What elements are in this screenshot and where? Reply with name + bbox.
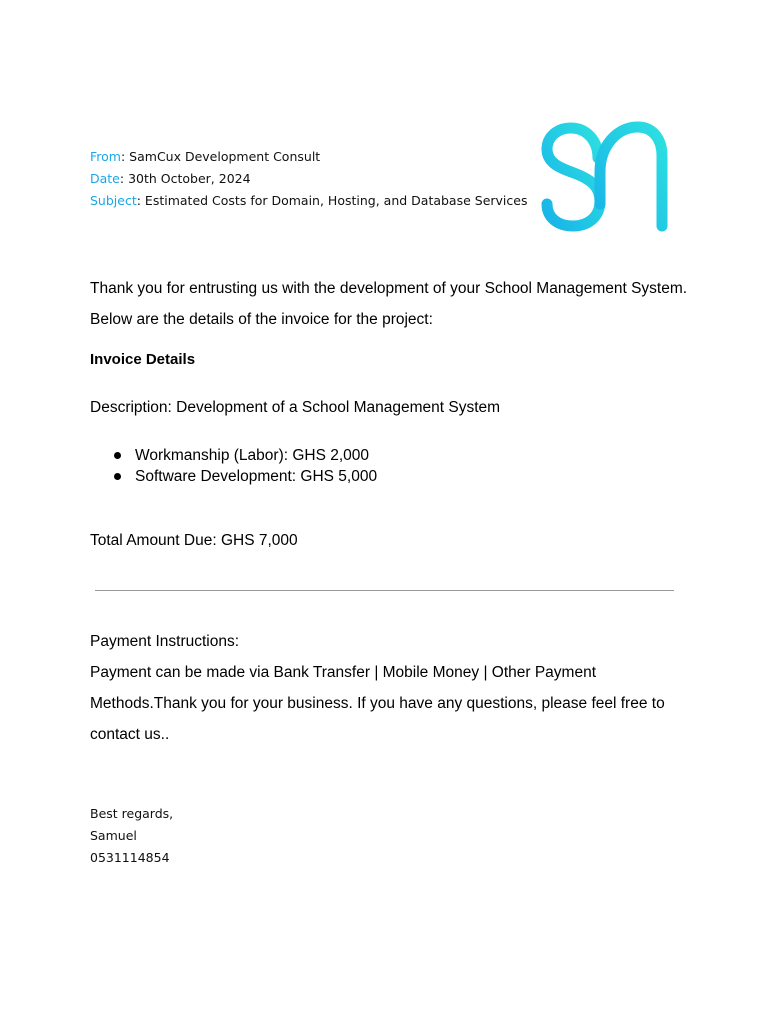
invoice-item-list bbox=[112, 445, 377, 487]
letter-meta bbox=[90, 146, 527, 211]
sa-monogram-logo-icon bbox=[538, 118, 674, 236]
sender-phone: 0531114854 bbox=[90, 849, 170, 865]
subject-value: : Estimated Costs for Domain, Hosting, and Database Services bbox=[136, 192, 528, 208]
date-label: Date bbox=[90, 170, 120, 186]
subject-line bbox=[90, 190, 527, 212]
logo-s-stroke bbox=[547, 128, 600, 226]
total-amount: Total Amount Due: GHS 7,000 bbox=[90, 532, 298, 549]
intro-line-1: Thank you for entrusting us with the development of your School Management System. bbox=[90, 280, 688, 297]
intro-line-2: Below are the details of the invoice for the project: bbox=[90, 311, 433, 328]
sender-name: Samuel bbox=[90, 827, 137, 843]
invoice-description: Description: Development of a School Management System bbox=[90, 399, 501, 416]
horizontal-divider bbox=[95, 590, 674, 591]
payment-line-3: contact us.. bbox=[90, 726, 170, 743]
list-item: Software Development: GHS 5,000 bbox=[112, 466, 377, 487]
subject-label: Subject bbox=[90, 192, 137, 208]
from-label: From bbox=[90, 149, 121, 164]
intro-paragraph bbox=[90, 273, 687, 335]
invoice-heading: Invoice Details bbox=[90, 351, 196, 368]
payment-instructions bbox=[90, 626, 680, 750]
payment-line-2: Methods.Thank you for your business. If you have any questions, please feel free to bbox=[90, 695, 665, 712]
signoff-block bbox=[90, 803, 173, 868]
payment-heading: Payment Instructions: bbox=[90, 633, 240, 650]
payment-line-1: Payment can be made via Bank Transfer | Mobile Money | Other Payment bbox=[90, 664, 597, 681]
closing-text: Best regards, bbox=[90, 806, 174, 821]
date-value: : 30th October, 2024 bbox=[119, 170, 251, 186]
from-line bbox=[90, 146, 527, 168]
list-item: Workmanship (Labor): GHS 2,000 bbox=[112, 445, 377, 466]
date-line bbox=[90, 168, 527, 190]
from-value: : SamCux Development Consult bbox=[120, 149, 321, 164]
